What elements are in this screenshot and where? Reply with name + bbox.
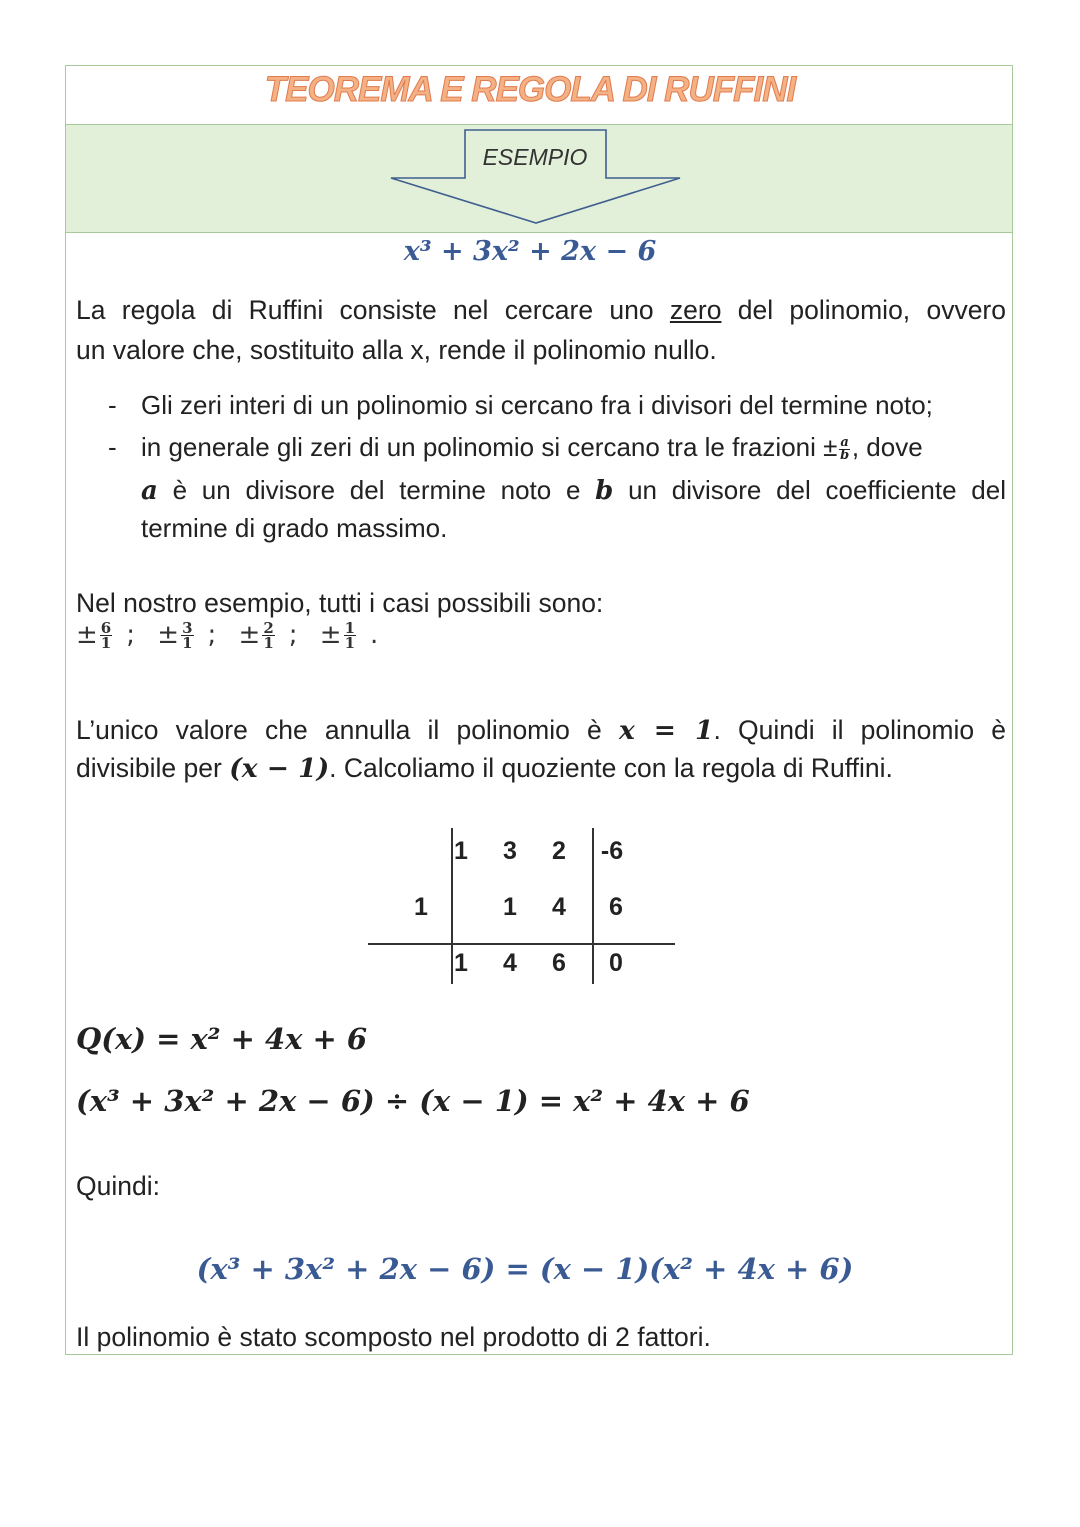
- coef-2: 3: [503, 837, 517, 865]
- result-2: 4: [503, 949, 517, 977]
- cases-intro: Nel nostro esempio, tutti i casi possibili sono:: [76, 588, 604, 618]
- remainder: 0: [609, 949, 623, 977]
- bullet-2-line-2: a è un divisore del termine noto e b un divisore del coefficiente del: [141, 475, 1006, 506]
- bullet-2-dove: , dove: [851, 432, 923, 462]
- polynomial-heading: x³ + 3x² + 2x − 6: [403, 236, 657, 267]
- bullet-2-text: in generale gli zeri di un polinomio si cercano tra le frazioni ±: [141, 432, 838, 462]
- coef-4: -6: [600, 837, 624, 865]
- ruffini-root: 1: [414, 893, 428, 921]
- bullet-2: - in generale gli zeri di un polinomio si cercano tra le frazioni ± $\frac{a}{b}$ , dove: [108, 432, 923, 463]
- zero-line-2: divisibile per (x − 1). Calcoliamo il quoziente con la regola di Ruffini.: [76, 753, 893, 784]
- cases-list: ± $\frac{6}{1}$ ; ± $\frac{3}{1}$ ; ± $\frac{2}{1}$ ; ± $\frac{1}{1}$ .: [76, 619, 379, 652]
- bullet-1-text: Gli zeri interi di un polinomio si cercano fra i divisori del termine noto;: [141, 390, 933, 420]
- bullet-list: [108, 385, 1006, 548]
- intro-text-b: del polinomio, ovvero: [721, 295, 1006, 325]
- case-item: ± $\frac{3}{1}$: [157, 619, 193, 652]
- intro-line-1: [76, 290, 1006, 330]
- zero-word: zero: [669, 295, 722, 325]
- division-equation: (x³ + 3x² + 2x − 6) ÷ (x − 1) = x² + 4x + 6: [76, 1084, 750, 1118]
- fraction-a-over-b: $\frac{a}{b}$: [840, 434, 850, 463]
- page-title: TEOREMA E REGOLA DI RUFFINI: [264, 70, 796, 109]
- bullet-1: - Gli zeri interi di un polinomio si cercano fra i divisori del termine noto;: [108, 390, 933, 420]
- coef-1: 1: [454, 837, 468, 865]
- case-item: ± $\frac{2}{1}$: [238, 619, 274, 652]
- divisor: (x − 1): [229, 753, 330, 784]
- quindi-label: Quindi:: [76, 1171, 160, 1201]
- factorization: (x³ + 3x² + 2x − 6) = (x − 1)(x² + 4x + 6): [196, 1252, 854, 1286]
- middle-3: 6: [609, 893, 623, 921]
- quotient: Q(x) = x² + 4x + 6: [76, 1022, 368, 1056]
- result-1: 1: [454, 949, 468, 977]
- zero-line-1: L’unico valore che annulla il polinomio è x = 1. Quindi il polinomio è: [76, 715, 1006, 746]
- result-3: 6: [552, 949, 566, 977]
- middle-2: 4: [552, 893, 566, 921]
- conclusion: Il polinomio è stato scomposto nel prodotto di 2 fattori.: [76, 1322, 711, 1352]
- intro-text-a: La regola di Ruffini consiste nel cercare uno: [76, 295, 670, 325]
- case-item: ± $\frac{6}{1}$: [76, 619, 112, 652]
- example-label: ESEMPIO: [482, 144, 588, 170]
- coef-3: 2: [552, 837, 566, 865]
- zero-value: x = 1: [618, 715, 714, 746]
- bullet-2-line-3: termine di grado massimo.: [141, 513, 448, 543]
- down-arrow-icon: [388, 128, 688, 228]
- middle-1: 1: [503, 893, 517, 921]
- case-item: ± $\frac{1}{1}$: [319, 619, 356, 652]
- intro-line-2: un valore che, sostituito alla x, rende il polinomio nullo.: [76, 335, 717, 365]
